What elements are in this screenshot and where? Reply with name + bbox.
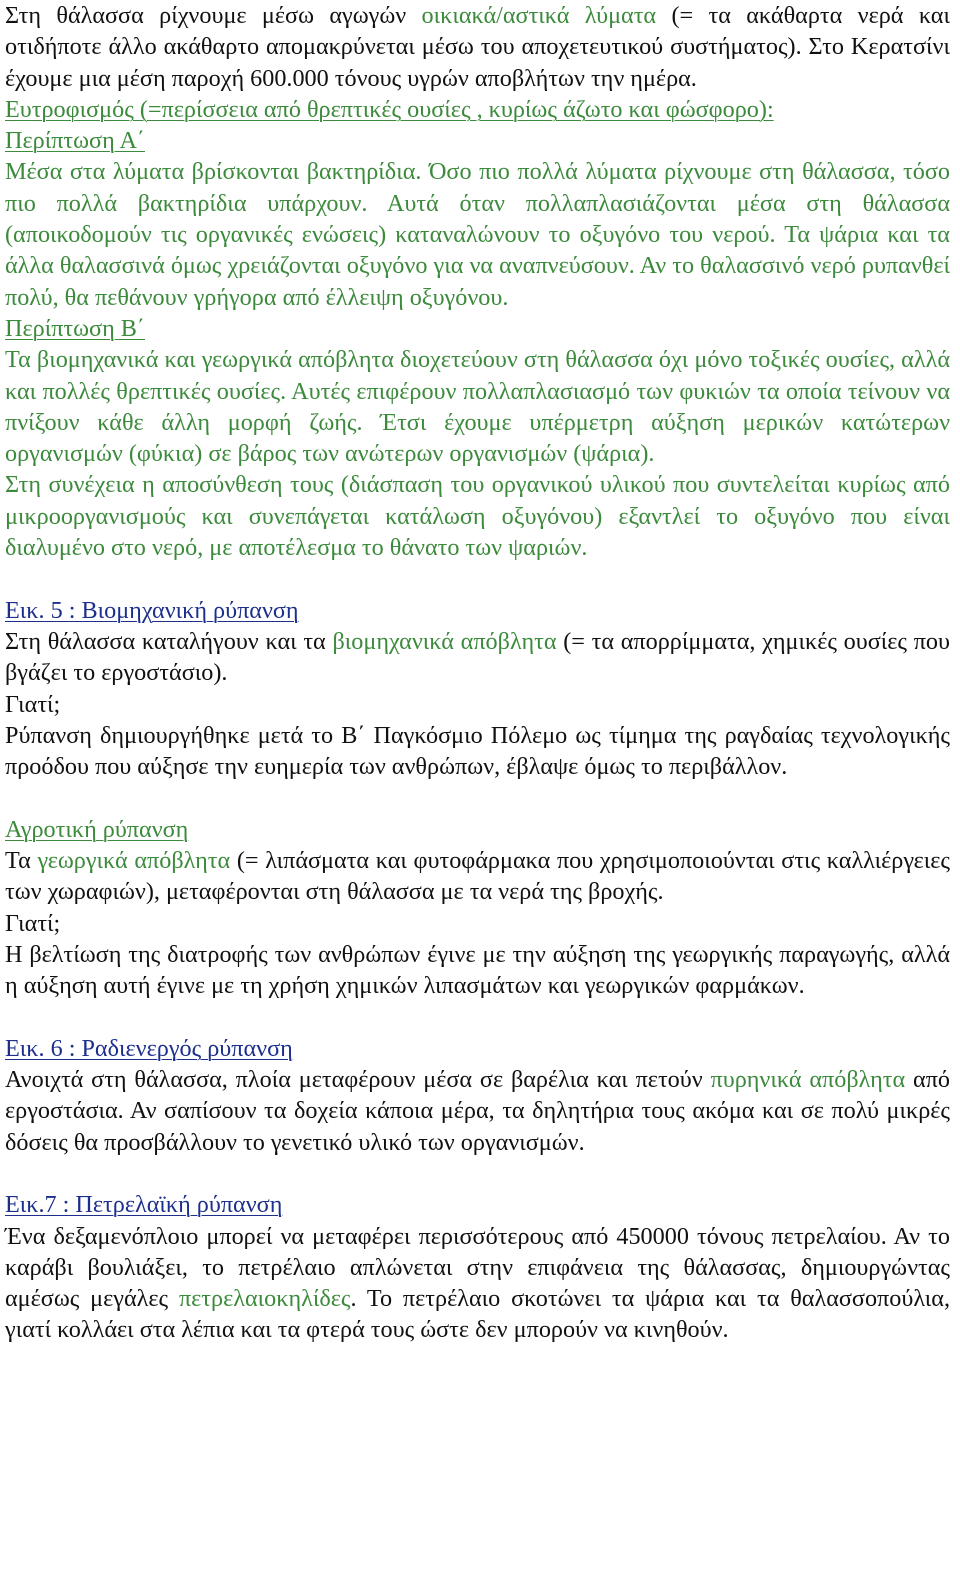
case-b-heading-line <box>5 313 950 344</box>
intro-text: Στη θάλασσα ρίχνουμε μέσω αγωγών <box>5 2 422 29</box>
oil-text: Ένα δεξαμενόπλοιο μπορεί να μεταφέρει περισσότερους από 450000 τόνους πετρελαίου. Αν το καράβι βουλιάξει, το πετρέλαιο απλώνεται στην επιφάνεια της θάλασσας, δημιουργώντας αμέσως μεγάλες <box>5 1222 950 1313</box>
case-a-heading-line <box>5 125 950 156</box>
term-oil-slicks: πετρελαιοκηλίδες <box>178 1285 351 1313</box>
intro-text-cont: (= τα ακάθαρτα νερά και οτιδήποτε άλλο ακάθαρτο απομακρύνεται μέσω του αποχετευτικού συστήματος). Στο Κερατσίνι έχουμε μια μέση παροχή 600.000 τόνους υγρών αποβλήτων την ημέρα. <box>5 2 950 92</box>
industrial-text: Στη θάλασσα καταλήγουν και τα <box>5 627 333 655</box>
industrial-text-cont: (= τα απορρίμματα, χημικές ουσίες που βγάζει το εργοστάσιο). <box>5 627 950 687</box>
oil-heading[interactable]: Εικ.7 : Πετρελαϊκή ρύπανση <box>5 1191 283 1219</box>
term-domestic-sewage: οικιακά/αστικά λύματα <box>421 2 657 29</box>
agricultural-answer: Η βελτίωση της διατροφής των ανθρώπων έγινε με την αύξηση της γεωργικής παραγωγής, αλλά η αύξηση αυτή έγινε με τη χρήση χημικών λιπασμάτων και γεωργικών φαρμάκων. <box>5 940 950 1000</box>
intro-paragraph <box>5 0 950 94</box>
case-b-paragraph <box>5 344 950 469</box>
eutrophication-heading-line <box>5 94 950 125</box>
agricultural-heading[interactable]: Αγροτική ρύπανση <box>5 815 189 843</box>
case-a-heading[interactable]: Περίπτωση Α΄ <box>5 127 145 155</box>
radioactive-text: Ανοιχτά στη θάλασσα, πλοία μεταφέρουν μέσα σε βαρέλια και πετούν <box>5 1066 711 1094</box>
industrial-heading[interactable]: Εικ. 5 : Βιομηχανική ρύπανση <box>5 596 299 624</box>
spacer <box>5 1002 950 1033</box>
term-agricultural-waste: γεωργικά απόβλητα <box>37 847 231 875</box>
agricultural-heading-line <box>5 814 950 845</box>
agricultural-text: Τα <box>5 847 38 875</box>
industrial-answer: Ρύπανση δημιουργήθηκε μετά το Β΄ Παγκόσμιο Πόλεμο ως τίμημα της ραγδαίας τεχνολογικής προόδου που αύξησε την ευημερία των ανθρώπων, έβλαψε όμως το περιβάλλον. <box>5 721 950 781</box>
case-a-paragraph <box>5 156 950 312</box>
radioactive-heading-line <box>5 1033 950 1064</box>
oil-heading-line <box>5 1189 950 1220</box>
case-a-sentence-1: Μέσα στα λύματα βρίσκονται βακτηρίδια. <box>5 158 422 186</box>
case-b-sentence-1: Τα βιομηχανικά και γεωργικά απόβλητα διοχετεύουν στη θάλασσα όχι μόνο τοξικές ουσίες, αλλά και πολλές θρεπτικές ουσίες. <box>5 346 950 405</box>
radioactive-paragraph <box>5 1064 950 1158</box>
agricultural-why: Γιατί; <box>5 909 61 937</box>
case-a-sentence-3: Αυτά όταν πολλαπλασιάζονται μέσα στη θάλασσα (αποικοδομούν τις οργανικές ενώσεις) καταναλώνουν το οξυγόνο του νερού. <box>5 189 950 249</box>
oil-text-cont: . Το πετρέλαιο σκοτώνει τα ψάρια και τα θαλασσοπούλια, γιατί κολλάει στα λέπια και τα φτερά τους ώστε δεν μπορούν να κινηθούν. <box>5 1285 950 1344</box>
oil-paragraph <box>5 1221 950 1346</box>
decomposition-paragraph: Στη συνέχεια η αποσύνθεση τους (διάσπαση του οργανικού υλικού που συντελείται κυρίως από μικροοργανισμούς και συνεπάγεται κατάλωση οξυγόνου) εξαντλεί το οξυγόνο που είναι διαλυμένο στο νερό, με αποτέλεσμα το θάνατο των ψαριών. <box>5 471 950 562</box>
case-a-sentence-4: Τα ψάρια και τα άλλα θαλασσινά όμως χρειάζονται οξυγόνο για να αναπνεύσουν. <box>5 221 950 280</box>
term-nuclear-waste: πυρηνικά απόβλητα <box>710 1066 906 1094</box>
term-industrial-waste: βιομηχανικά απόβλητα <box>332 627 557 655</box>
case-b-sentence-2: Αυτές επιφέρουν πολλαπλασιασμό των φυκιών τα οποία τείνουν να πνίξουν κάθε άλλη μορφή ζωής. <box>5 377 951 436</box>
industrial-paragraph <box>5 626 950 689</box>
radioactive-heading[interactable]: Εικ. 6 : Ραδιενεργός ρύπανση <box>5 1034 293 1062</box>
case-a-sentence-2: Όσο πιο πολλά λύματα ρίχνουμε στη θάλασσα, τόσο πιο πολλά βακτηρίδια υπάρχουν. <box>5 158 950 217</box>
agricultural-text-cont: (= λιπάσματα και φυτοφάρμακα που χρησιμοποιούνται στις καλλιέργειες των χωραφιών), μεταφέρονται στη θάλασσα με τα νερά της βροχής. <box>5 847 951 906</box>
industrial-heading-line <box>5 595 950 626</box>
industrial-why: Γιατί; <box>5 690 61 718</box>
spacer <box>5 1158 950 1189</box>
case-b-heading[interactable]: Περίπτωση Β΄ <box>5 314 145 342</box>
agricultural-paragraph <box>5 845 950 908</box>
case-a-sentence-5: Αν το θαλασσινό νερό ρυπανθεί πολύ, θα πεθάνουν γρήγορα από έλλειψη οξυγόνου. <box>5 252 951 311</box>
eutrophication-heading[interactable]: Ευτροφισμός (=περίσσεια από θρεπτικές ουσίες , κυρίως άζωτο και φώσφορο): <box>5 95 774 123</box>
case-b-sentence-3: Έτσι έχουμε υπέρμετρη αύξηση μερικών κατώτερων οργανισμών (φύκια) σε βάρος των ανώτερων οργανισμών (ψάρια). <box>5 408 950 468</box>
radioactive-text-cont: από εργοστάσια. Αν σαπίσουν τα δοχεία κάποια μέρα, τα δηλητήρια τους ακόμα και σε πολύ μικρές δόσεις θα προσβάλλουν το γενετικό υλικό των οργανισμών. <box>5 1066 950 1156</box>
spacer <box>5 563 950 594</box>
spacer <box>5 782 950 813</box>
